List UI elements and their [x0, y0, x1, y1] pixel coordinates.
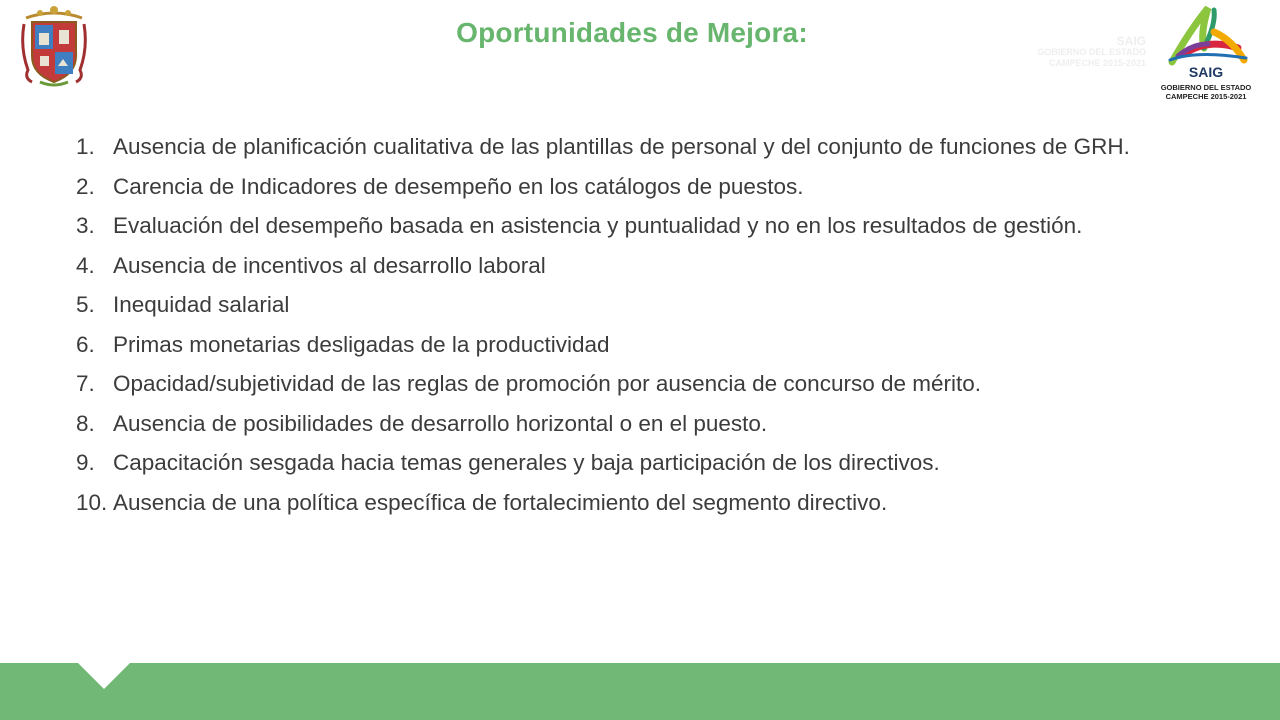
- list-item-number: 4.: [76, 252, 95, 278]
- list-item-text: Ausencia de incentivos al desarrollo laboral: [113, 252, 546, 278]
- list-item-number: 1.: [76, 134, 95, 159]
- list-item: [76, 448, 1196, 478]
- ghost-logo-name: SAIG: [1116, 34, 1146, 48]
- list-item: [76, 132, 1196, 162]
- ghost-logo-line1: GOBIERNO DEL ESTADO: [1037, 47, 1146, 57]
- list-item: [76, 290, 1196, 320]
- list-item-number: 10.: [76, 489, 108, 515]
- saig-logo-name: SAIG: [1188, 64, 1224, 80]
- ghost-logo-line2: CAMPECHE 2015-2021: [1048, 58, 1146, 68]
- list-item: [76, 330, 1196, 360]
- list-item-number: 6.: [76, 331, 95, 357]
- list-item-text: Carencia de Indicadores de desempeño en los catálogos de puestos.: [113, 173, 804, 199]
- list-item-text: Ausencia de posibilidades de desarrollo horizontal o en el puesto.: [113, 410, 768, 436]
- footer-band: [0, 663, 1280, 720]
- list-item-number: 9.: [76, 450, 95, 475]
- list-item-text: Ausencia de una política específica de fortalecimiento del segmento directivo.: [113, 489, 888, 515]
- saig-logo-line2: CAMPECHE 2015-2021: [1165, 92, 1247, 101]
- list-item: [76, 211, 1196, 241]
- list-item: [76, 409, 1196, 439]
- list-item: [76, 172, 1196, 202]
- list-item-text: Capacitación sesgada hacia temas generales y baja participación de los directivos.: [113, 450, 940, 475]
- list-item: [76, 251, 1196, 281]
- footer-notch-chevron: [78, 663, 130, 689]
- list-item: [76, 488, 1196, 518]
- list-item-number: 5.: [76, 292, 95, 317]
- list-item-text: Ausencia de planificación cualitativa de las plantillas de personal y del conjunto de funciones de GRH.: [113, 134, 1130, 159]
- saig-logo-line1: GOBIERNO DEL ESTADO: [1160, 83, 1252, 92]
- list-item-text: Opacidad/subjetividad de las reglas de promoción por ausencia de concurso de mérito.: [113, 371, 982, 396]
- improvement-list: [76, 132, 1196, 527]
- list-item-number: 7.: [76, 371, 95, 396]
- ghost-logo-text: [1020, 36, 1146, 69]
- slide-title: Oportunidades de Mejora:: [456, 17, 808, 48]
- list-item: [76, 369, 1196, 399]
- list-item-number: 3.: [76, 213, 95, 238]
- list-item-text: Evaluación del desempeño basada en asistencia y puntualidad y no en los resultados de gestión.: [113, 213, 1083, 238]
- list-item-number: 8.: [76, 410, 95, 436]
- list-item-text: Primas monetarias desligadas de la productividad: [113, 331, 610, 357]
- list-item-text: Inequidad salarial: [113, 292, 290, 317]
- list-item-number: 2.: [76, 173, 95, 199]
